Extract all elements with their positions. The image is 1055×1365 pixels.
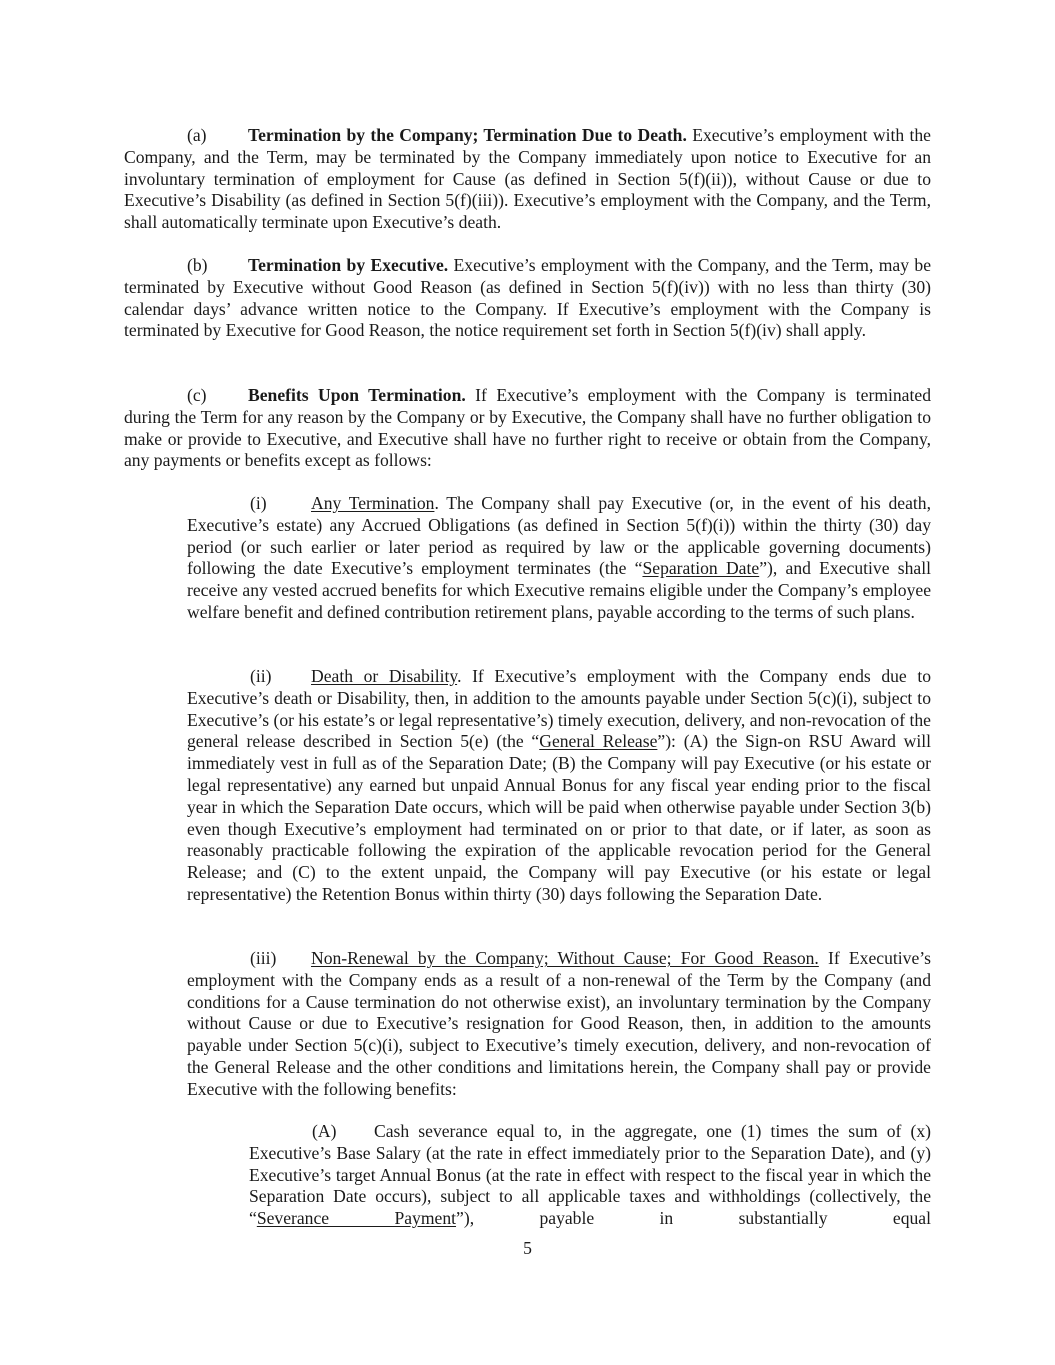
section-b: [124, 255, 931, 342]
section-c-text: If Executive’s employment with the Company is terminated during the Term for any reason by the Company or by Executive, the Company shall have no further obligation to make or provide to Executive, and Executive shall have no further right to receive or obtain from the Company, any payments or benefits except as follows:: [124, 385, 931, 471]
page-number: 5: [523, 1238, 532, 1258]
section-a-heading: Termination by the Company; Termination Due to Death.: [248, 125, 687, 145]
section-c-i: [187, 493, 931, 624]
section-c-iii-a: [249, 1121, 931, 1230]
section-b-heading: Termination by Executive.: [248, 255, 449, 275]
defined-term-severance-payment: Severance Payment: [256, 1208, 457, 1229]
section-c-i-label: (i): [250, 493, 267, 513]
section-b-text: Executive’s employment with the Company, and the Term, may be terminated by Executive without Good Reason (as defined in Section 5(f)(iv)) with no less than thirty (30) calendar days’ advance written notice to the Company. If Executive’s employment with the Company is terminated by Executive for Good Reason, the notice requirement set forth in Section 5(f)(iv) shall apply.: [124, 255, 931, 341]
section-c-label: (c): [187, 385, 207, 405]
section-c-ii: [187, 666, 931, 906]
section-c-iii-text: If Executive’s employment with the Company ends as a result of a non-renewal of the Term by the Company (and conditions for a Cause termination do not otherwise exist), an involuntary termination by the Company without Cause or due to Executive’s resignation for Good Reason, then, in addition to the amounts payable under Section 5(c)(i), subject to Executive’s timely execution, delivery, and non-revocation of the General Release and the other conditions and limitations herein, the Company shall pay or provide Executive with the following benefits:: [187, 948, 932, 1099]
section-c-iii-label: (iii): [250, 948, 277, 968]
section-c-ii-text-2: ”): (A) the Sign-on RSU Award will immediately vest in full as of the Separation Date; (B) the Company will pay Executive (or his estate or legal representative) any earned but unpaid Annual Bonus for any fiscal year ending prior to the fiscal year in which the Separation Date occurs, which will be paid when otherwise payable under Section 3(b) even though Executive’s employment had terminated on or prior to that date, or if later, as soon as reasonably practicable following the expiration of the applicable revocation period for the General Release; and (C) to the extent unpaid, the Company will pay Executive (or his estate or legal representative) the Retention Bonus within thirty (30) days following the Separation Date.: [187, 731, 932, 904]
section-c-iii-a-text-1: Cash severance equal to, in the aggregate, one (1) times the sum of (x) Executive’s Base Salary (at the rate in effect immediately prior to the Separation Date), and (y) Executive’s target Annual Bonus (at the rate in effect with respect to the fiscal year in which the Separation Date occurs), subject to all applicable taxes and withholdings (collectively, the “: [249, 1121, 931, 1229]
section-c-iii-a-text-2: ”), payable in substantially equal: [456, 1208, 931, 1229]
section-c-ii-text-1: . If Executive’s employment with the Company ends due to Executive’s death or Disability, then, in addition to the amounts payable under Section 5(c)(i), subject to Executive’s (or his estate’s or legal representative’s) timely execution, delivery, and non-revocation of the general release described in Section 5(e) (the “: [187, 666, 931, 752]
section-c-iii-a-label: (A): [312, 1121, 337, 1141]
section-a-label: (a): [187, 125, 207, 145]
section-a: [124, 125, 931, 234]
defined-term-general-release: General Release: [539, 731, 658, 752]
section-c-iii-heading: Non-Renewal by the Company; Without Cause; For Good Reason.: [311, 948, 819, 968]
section-c: [124, 385, 931, 472]
section-c-i-text-1: . The Company shall pay Executive (or, in the event of his death, Executive’s estate) any Accrued Obligations (as defined in Section 5(f)(i)) within the thirty (30) day period (or such earlier or later period as required by law or the applicable governing documents) following the date Executive’s employment terminates (the “: [187, 493, 931, 579]
section-c-heading: Benefits Upon Termination.: [248, 385, 466, 405]
section-c-ii-heading: Death or Disability: [311, 666, 458, 686]
section-c-i-text-2: ”), and Executive shall receive any vested accrued benefits for which Executive remains eligible under the Company’s employee welfare benefit and defined contribution retirement plans, payable according to the terms of such plans.: [187, 558, 931, 622]
section-b-label: (b): [187, 255, 208, 275]
defined-term-separation-date: Separation Date: [642, 558, 760, 579]
section-c-iii: [187, 948, 931, 1101]
section-c-ii-label: (ii): [250, 666, 272, 686]
section-a-text: Executive’s employment with the Company, and the Term, may be terminated by the Company immediately upon notice to Executive for an involuntary termination of employment for Cause (as defined in Section 5(f)(ii)), without Cause or due to Executive’s Disability (as defined in Section 5(f)(iii)). Executive’s employment with the Company, and the Term, shall automatically terminate upon Executive’s death.: [124, 125, 931, 233]
section-c-i-heading: Any Termination: [311, 493, 435, 513]
